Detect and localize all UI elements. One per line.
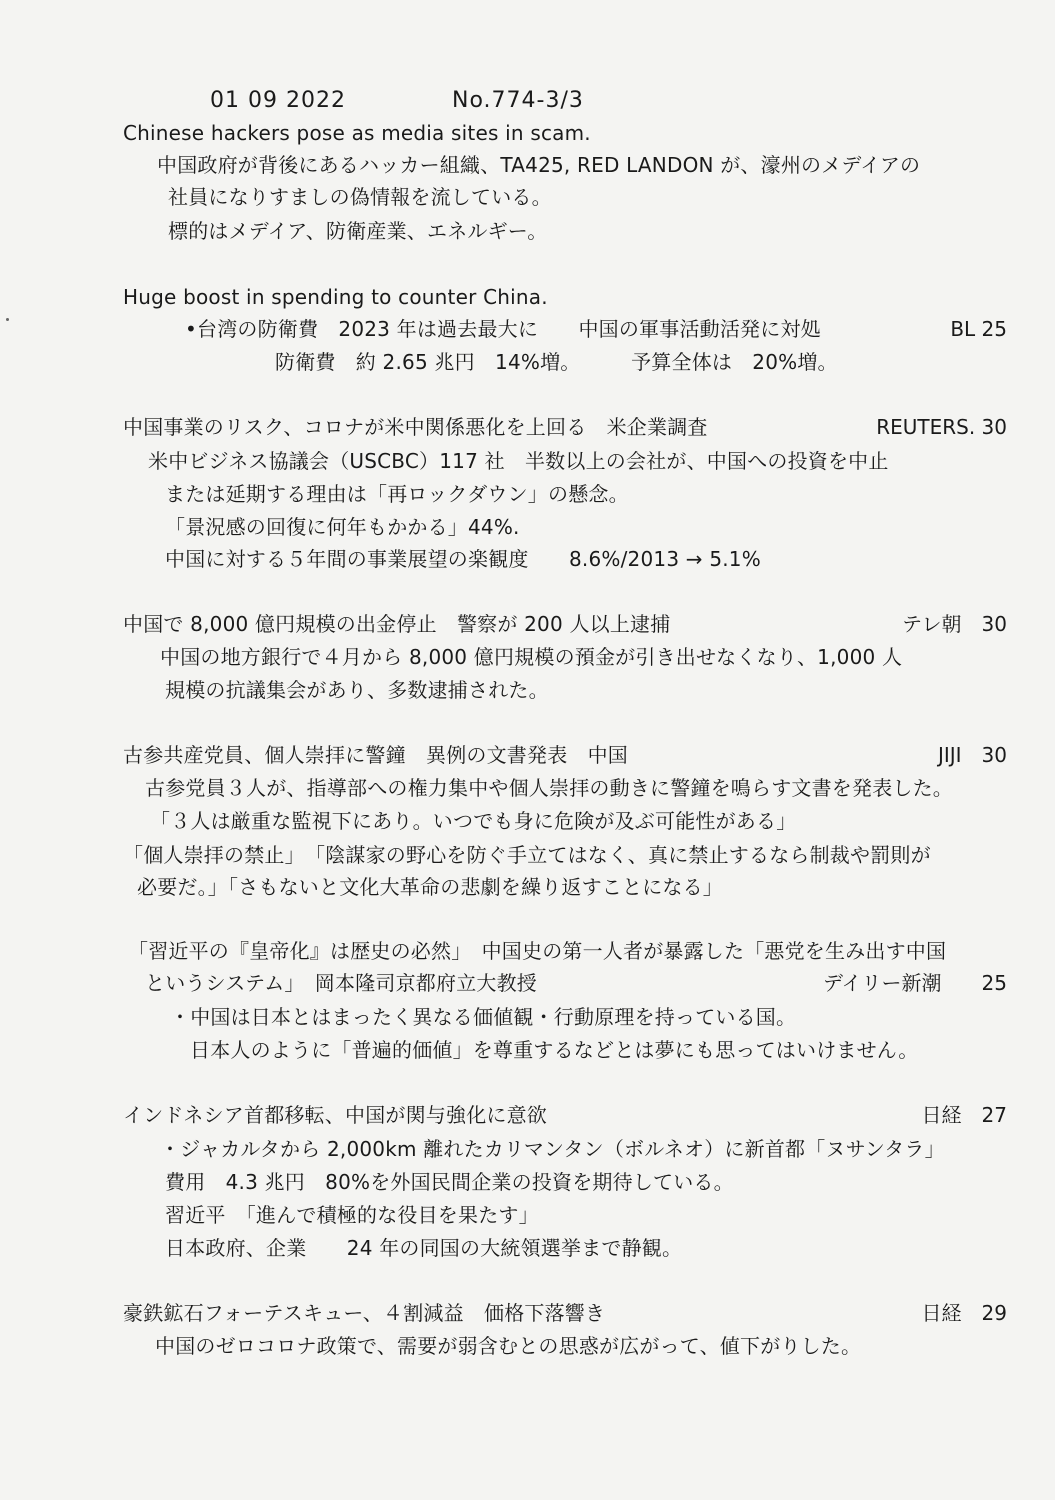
article-line: または延期する理由は「再ロックダウン」の懸念。 [165, 482, 629, 506]
article-title: 中国事業のリスク、コロナが米中関係悪化を上回る 米企業調査 [123, 415, 708, 439]
article-title: 中国で 8,000 億円規模の出金停止 警察が 200 人以上逮捕 [123, 612, 671, 636]
article-line: 日本人のように「普遍的価値」を尊重するなどとは夢にも思ってはいけません。 [190, 1038, 919, 1062]
article-line: 日本政府、企業 24 年の同国の大統領選挙まで静観。 [165, 1236, 683, 1260]
article-line: 社員になりすましの偽情報を流している。 [168, 185, 552, 209]
article-line: 費用 4.3 兆円 80%を外国民間企業の投資を期待している。 [165, 1170, 734, 1194]
article-title: 豪鉄鉱石フォーテスキュー、４割減益 価格下落響き [123, 1301, 606, 1325]
article-title: Huge boost in spending to counter China. [123, 285, 548, 309]
issue-number: No.774-3/3 [452, 88, 584, 113]
article-title: Chinese hackers pose as media sites in scam. [123, 121, 591, 145]
article-line: 中国政府が背後にあるハッカー組織、TA425, RED LANDON が、濠州のメデイアの [157, 153, 921, 177]
article-title: 「習近平の『皇帝化』は歴史の必然」 中国史の第一人者が暴露した「悪党を生み出す中国 [128, 939, 947, 963]
article-title: インドネシア首都移転、中国が関与強化に意欲 [123, 1103, 547, 1127]
article-source: JIJI 30 [937, 743, 1007, 767]
issue-date: 01 09 2022 [210, 88, 346, 113]
article-line: 中国に対する５年間の事業展望の楽観度 8.6%/2013 → 5.1% [165, 547, 761, 571]
article-line: 中国の地方銀行で４月から 8,000 億円規模の預金が引き出せなくなり、1,000 人 [160, 645, 903, 669]
article-title: 古参共産党員、個人崇拝に警鐘 異例の文書発表 中国 [123, 743, 628, 767]
article-source: 日経 29 [921, 1301, 1007, 1325]
article-source: テレ朝 30 [901, 612, 1007, 636]
article-line: 古参党員３人が、指導部への権力集中や個人崇拝の動きに警鐘を鳴らす文書を発表した。 [145, 776, 953, 800]
article-line: 米中ビジネス協議会（USCBC）117 社 半数以上の会社が、中国への投資を中止 [148, 449, 889, 473]
scan-speck [6, 318, 9, 321]
article-title: というシステム」 岡本隆司京都府立大教授 [145, 971, 537, 995]
article-line: ・中国は日本とはまったく異なる価値観・行動原理を持っている国。 [170, 1005, 797, 1029]
article-source: REUTERS. 30 [876, 415, 1007, 439]
article-line: 防衛費 約 2.65 兆円 14%増。 予算全体は 20%増。 [275, 350, 838, 374]
article-line: 規模の抗議集会があり、多数逮捕された。 [165, 678, 549, 702]
article-source: BL 25 [950, 317, 1007, 341]
article-line: ・ジャカルタから 2,000km 離れたカリマンタン（ボルネオ）に新首都「ヌサンタラ」 [160, 1137, 945, 1161]
article-source: デイリー新潮 25 [822, 971, 1007, 995]
article-line: 「景況感の回復に何年もかかる」44%. [165, 515, 520, 539]
article-line: 中国のゼロコロナ政策で、需要が弱含むとの思惑が広がって、値下がりした。 [155, 1334, 862, 1358]
article-line: 標的はメデイア、防衛産業、エネルギー。 [168, 219, 548, 243]
article-line: 習近平 「進んで積極的な役目を果たす」 [165, 1203, 539, 1227]
article-line: 必要だ。」「さもないと文化大革命の悲劇を繰り返すことになる」 [137, 875, 723, 899]
article-line: •台湾の防衛費 2023 年は過去最大に 中国の軍事活動活発に対処 [185, 317, 821, 341]
article-line: 「３人は厳重な監視下にあり。いつでも身に危険が及ぶ可能性がある」 [150, 809, 797, 833]
article-line: 「個人崇拝の禁止」 「陰謀家の野心を防ぐ手立てはなく、真に禁止するなら制裁や罰則が [123, 843, 931, 867]
article-source: 日経 27 [921, 1103, 1007, 1127]
